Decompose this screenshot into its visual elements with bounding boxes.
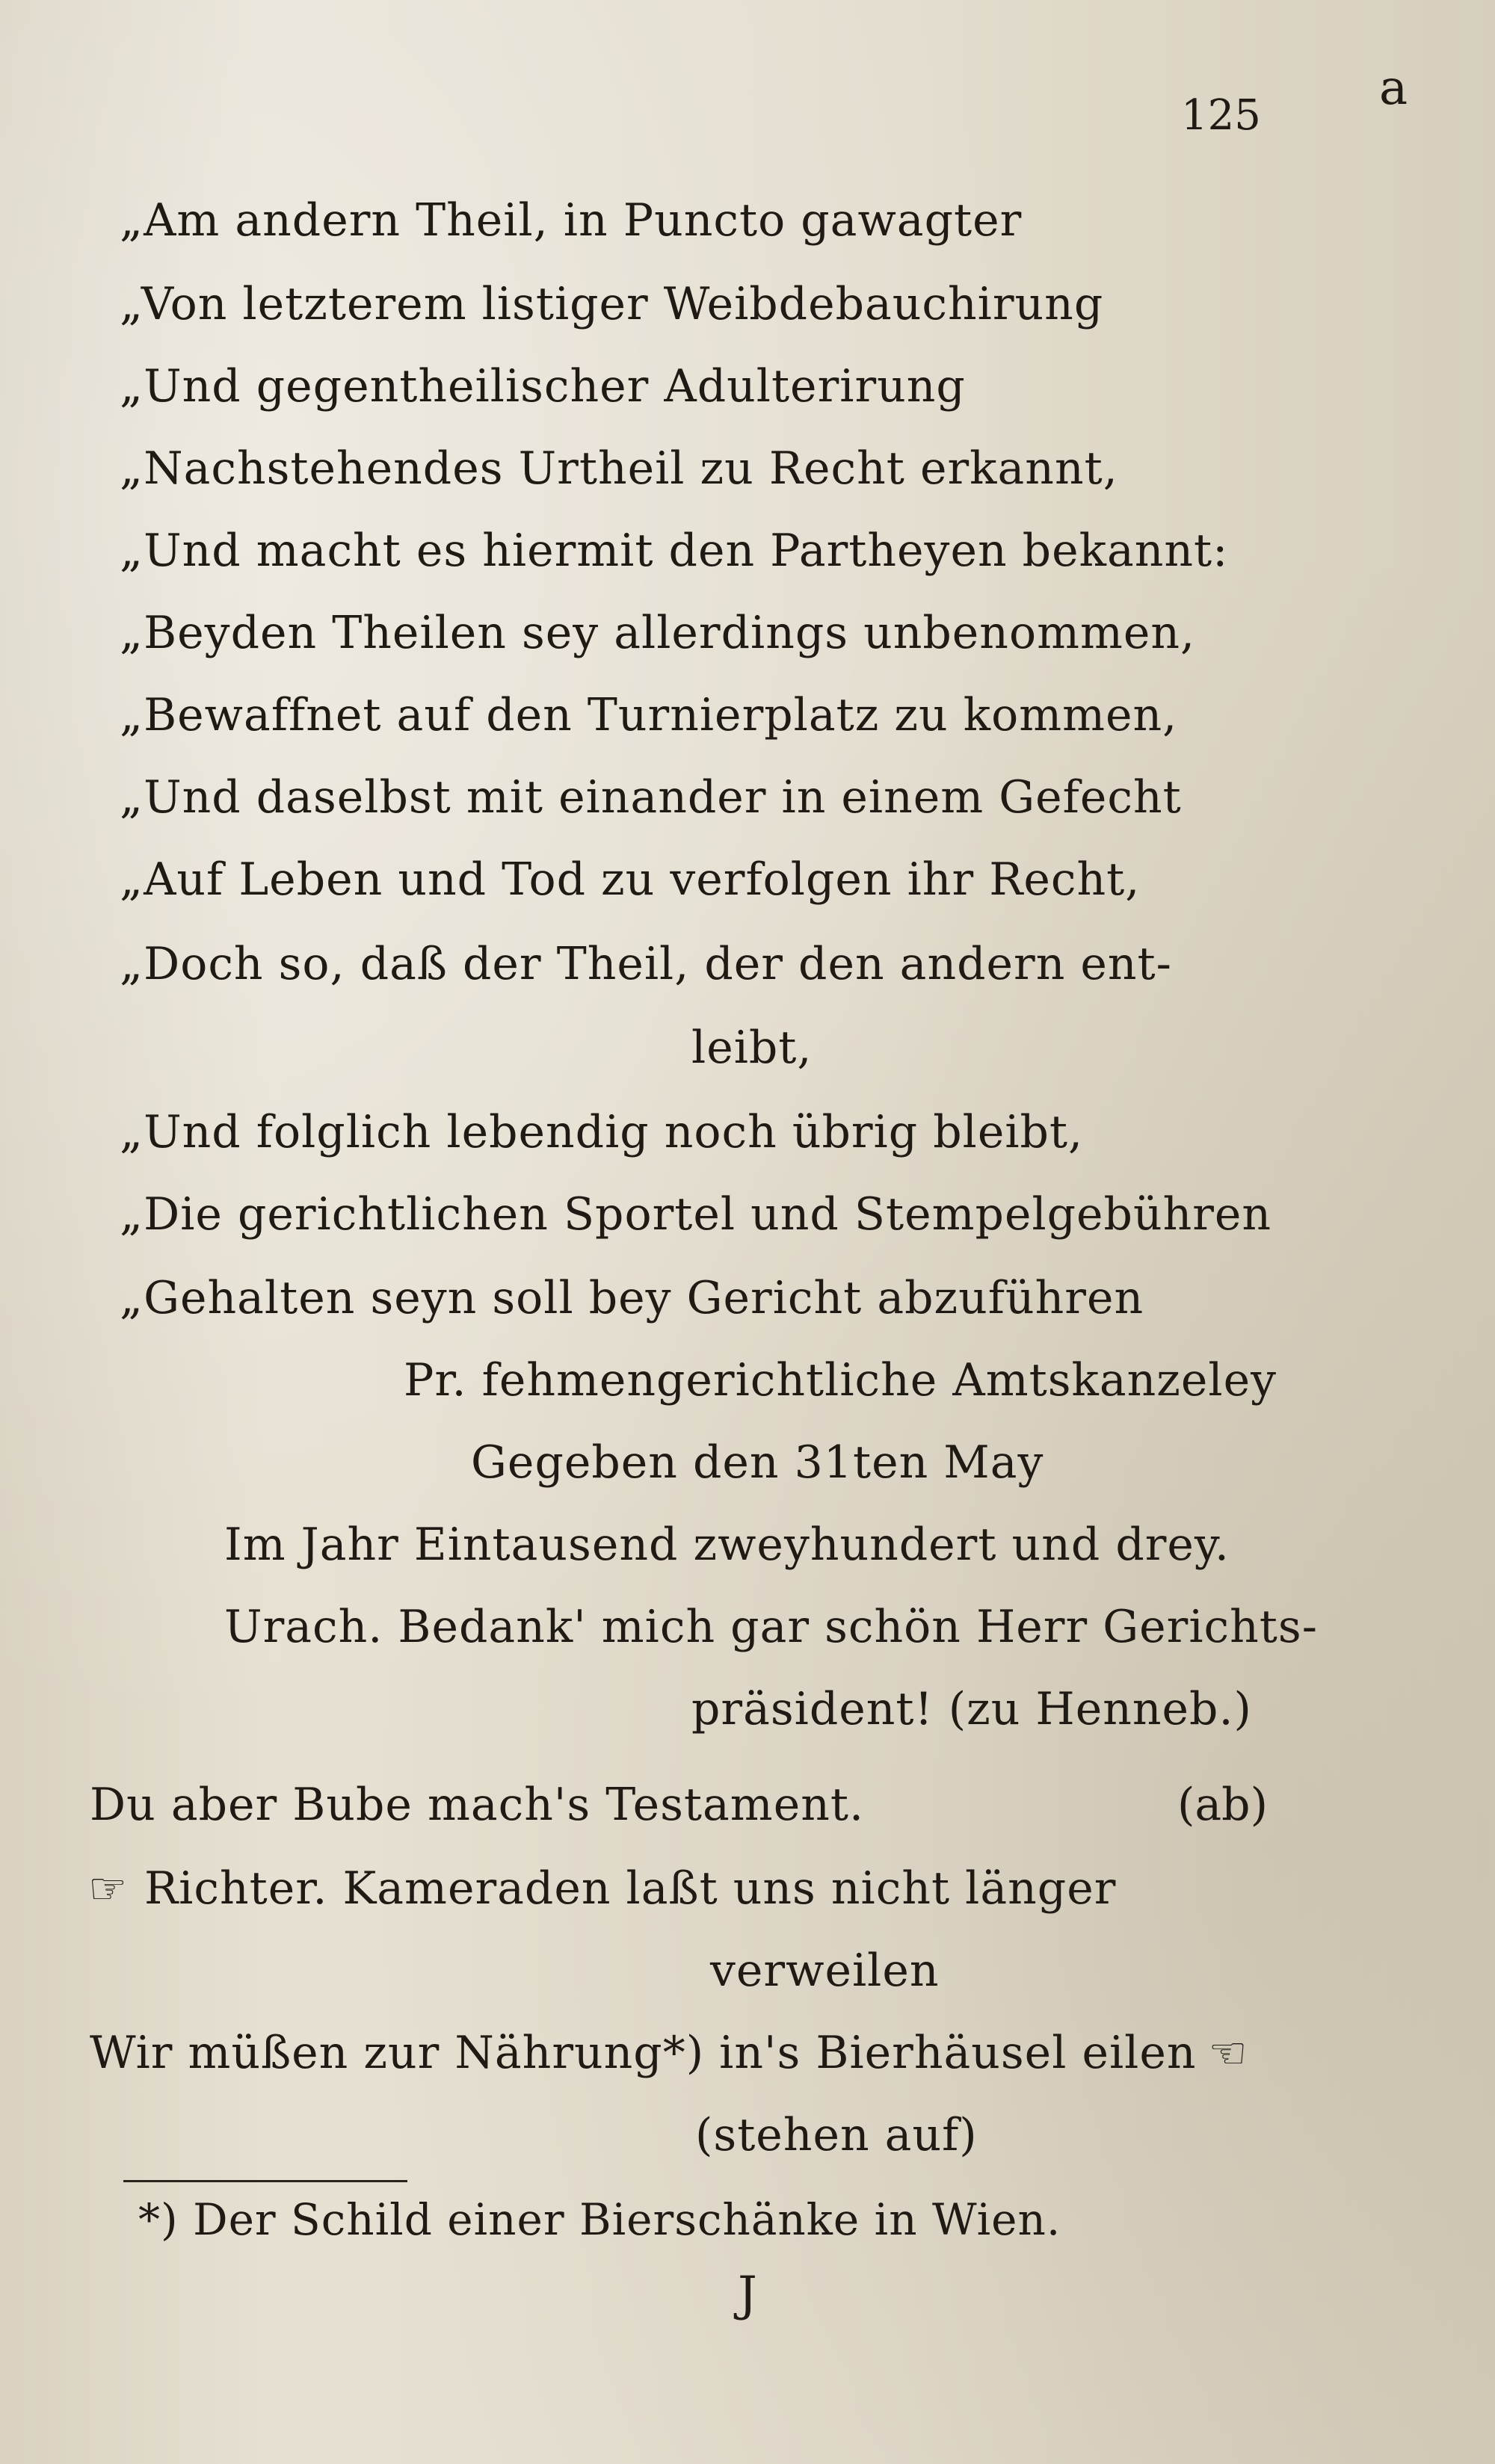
speaker-continuation: verweilen	[710, 1945, 940, 1997]
footnote-rule	[123, 2180, 407, 2182]
verse-line: „Und folglich lebendig noch übrig bleibt,	[120, 1106, 1084, 1158]
stage-direction-exit: (ab)	[1177, 1779, 1268, 1831]
speaker-continuation: präsident! (zu Henneb.)	[691, 1683, 1252, 1735]
year-line: Im Jahr Eintausend zweyhundert und drey.	[224, 1519, 1230, 1571]
verse-line: „Am andern Theil, in Puncto gawagter	[120, 194, 1023, 247]
verse-line: „Bewaffnet auf den Turnierplatz zu kommen,	[120, 689, 1178, 741]
footnote: *) Der Schild einer Bierschänke in Wien.	[138, 2194, 1061, 2245]
verse-line: „Und daselbst mit einander in einem Gefecht	[120, 771, 1182, 824]
verse-line: „Nachstehendes Urtheil zu Recht erkannt,	[120, 442, 1118, 495]
verse-line: „Die gerichtlichen Sportel und Stempelgebühren	[120, 1188, 1272, 1241]
verse-line-text: Wir müßen zur Nährung*) in's Bierhäusel eilen	[90, 2027, 1197, 2079]
pointing-hand-left-icon: ☜	[1208, 2028, 1248, 2078]
corner-mark: a	[1379, 61, 1408, 116]
pointing-hand-right-icon: ☞	[88, 1863, 128, 1914]
verse-line: „Gehalten seyn soll bey Gericht abzuführen	[120, 1272, 1144, 1324]
verse-continuation: leibt,	[691, 1022, 813, 1074]
verse-line: „Und macht es hiermit den Partheyen bekannt:	[120, 525, 1229, 577]
stage-direction-stand: (stehen auf)	[695, 2109, 978, 2161]
verse-line: „Und gegentheilischer Adulterirung	[120, 360, 966, 413]
verse-line-with-pointer	[90, 2023, 1248, 2083]
verse-line: „Auf Leben und Tod zu verfolgen ihr Recht,	[120, 853, 1141, 906]
page-number: 125	[1181, 91, 1261, 140]
speaker-line-urach: Urach. Bedank' mich gar schön Herr Gerichts-	[224, 1601, 1318, 1653]
verse-line: „Doch so, daß der Theil, der den andern ent-	[120, 938, 1172, 990]
date-line: Gegeben den 31ten May	[471, 1436, 1044, 1489]
verse-line: „Von letzterem listiger Weibdebauchirung	[120, 278, 1104, 330]
verse-line: „Beyden Theilen sey allerdings unbenommen,	[120, 607, 1196, 659]
chancery-signature: Pr. fehmengerichtliche Amtskanzeley	[404, 1354, 1277, 1407]
speaker-line-text: Richter. Kameraden laßt uns nicht länger	[144, 1862, 1117, 1915]
signature-mark: J	[738, 2267, 757, 2322]
verse-line: Du aber Bube mach's Testament.	[90, 1779, 865, 1831]
speaker-line-richter	[88, 1859, 1116, 1918]
